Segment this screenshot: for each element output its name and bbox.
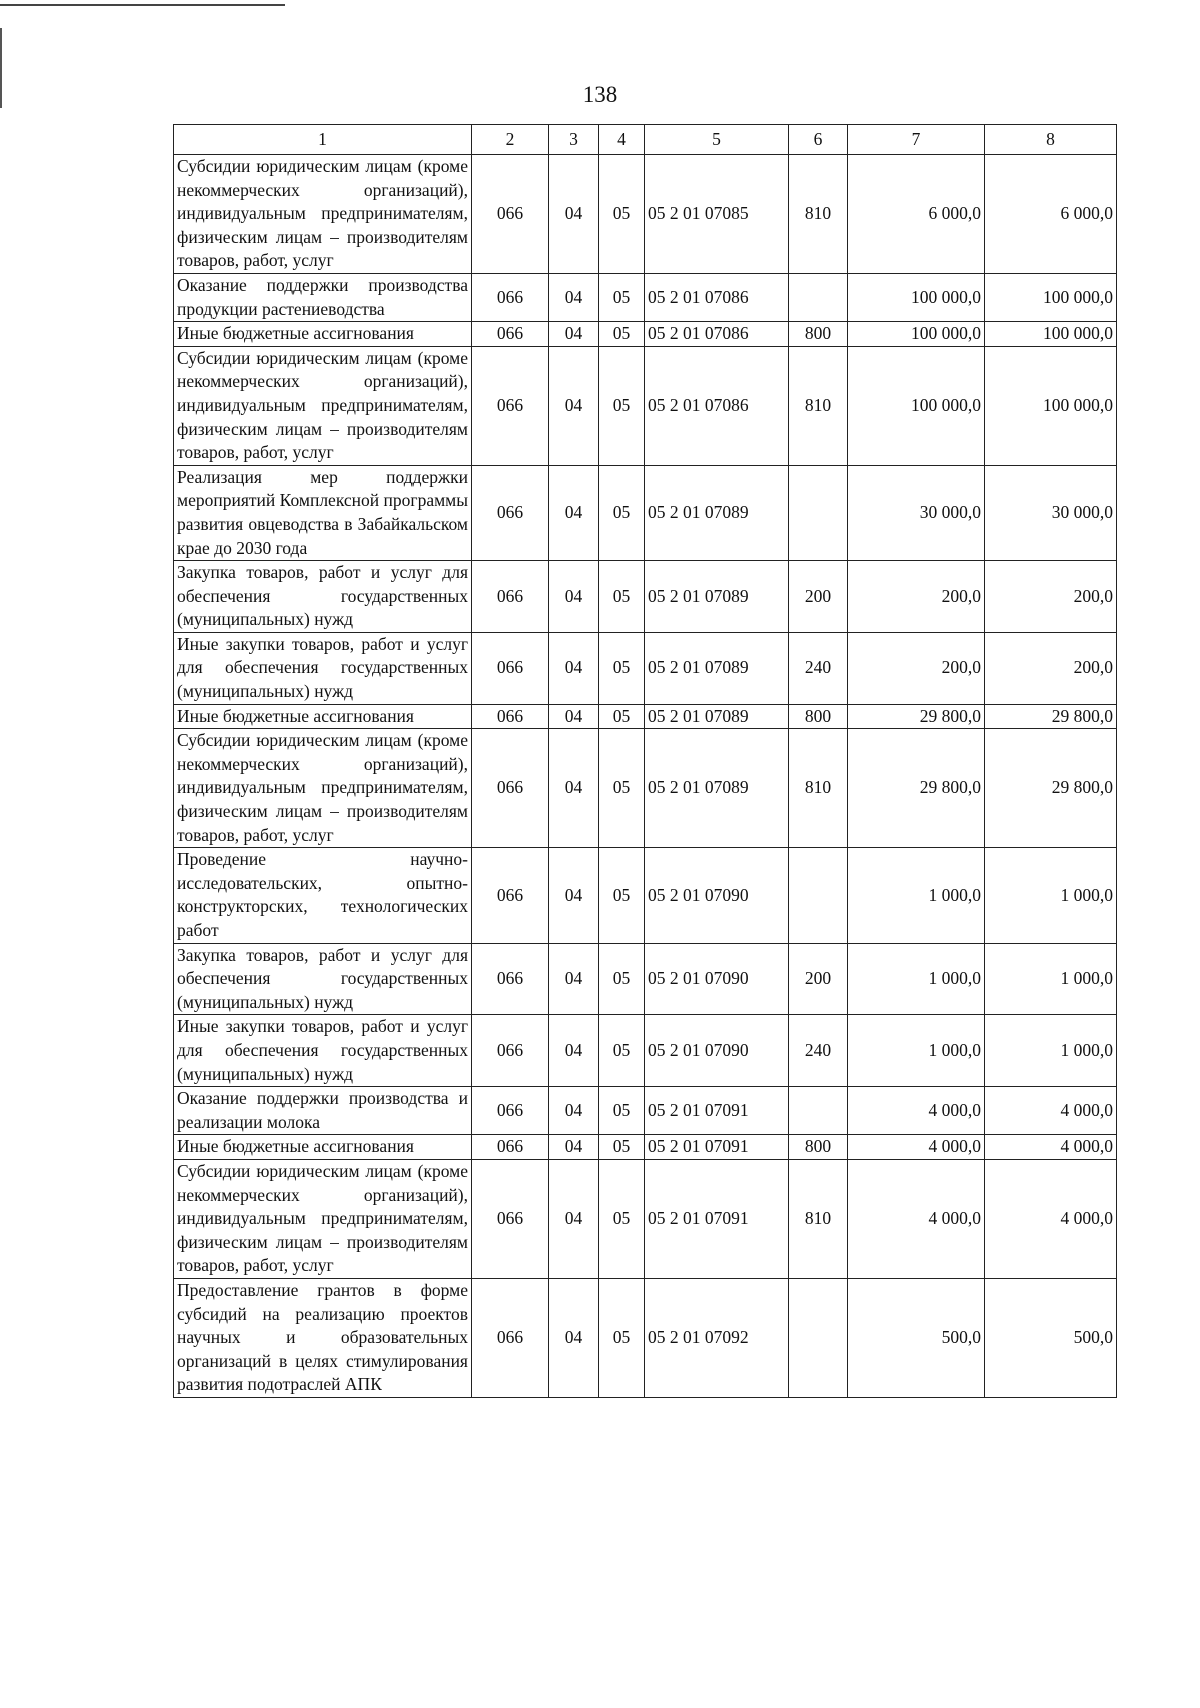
row-gr: 066: [472, 1135, 549, 1160]
row-rz: 04: [549, 465, 599, 560]
row-pr: 05: [599, 322, 645, 347]
row-sum-1: 100 000,0: [848, 273, 985, 321]
row-vr: [789, 273, 848, 321]
row-sum-2: 4 000,0: [985, 1087, 1117, 1135]
row-sum-2: 4 000,0: [985, 1135, 1117, 1160]
row-sum-1: 30 000,0: [848, 465, 985, 560]
row-vr: 810: [789, 155, 848, 274]
row-gr: 066: [472, 1087, 549, 1135]
table-row: [174, 273, 1117, 321]
row-vr: [789, 465, 848, 560]
row-rz: 04: [549, 1159, 599, 1278]
row-vr: 800: [789, 704, 848, 729]
row-rz: 04: [549, 943, 599, 1015]
row-sum-2: 100 000,0: [985, 346, 1117, 465]
row-vr: 800: [789, 1135, 848, 1160]
row-sum-1: 6 000,0: [848, 155, 985, 274]
row-csr: 05 2 01 07092: [645, 1278, 789, 1397]
row-name: Реализация мер поддержки мероприятий Комплексной программы развития овцеводства в Забайкальском крае до 2030 года: [174, 465, 472, 560]
row-name: Оказание поддержки производства и реализации молока: [174, 1087, 472, 1135]
row-csr: 05 2 01 07090: [645, 848, 789, 943]
row-sum-2: 6 000,0: [985, 155, 1117, 274]
row-csr: 05 2 01 07089: [645, 729, 789, 848]
header-col-3: 3: [549, 125, 599, 155]
row-name: Субсидии юридическим лицам (кроме некоммерческих организаций), индивидуальным предпринимателям, физическим лицам – производителям товаров, работ, услуг: [174, 346, 472, 465]
row-pr: 05: [599, 1015, 645, 1087]
row-pr: 05: [599, 273, 645, 321]
row-csr: 05 2 01 07089: [645, 704, 789, 729]
row-name: Иные закупки товаров, работ и услуг для обеспечения государственных (муниципальных) нужд: [174, 632, 472, 704]
row-csr: 05 2 01 07086: [645, 273, 789, 321]
row-sum-2: 100 000,0: [985, 273, 1117, 321]
row-vr: 810: [789, 729, 848, 848]
row-vr: [789, 1087, 848, 1135]
row-pr: 05: [599, 632, 645, 704]
row-sum-2: 200,0: [985, 561, 1117, 633]
row-sum-2: 100 000,0: [985, 322, 1117, 347]
row-rz: 04: [549, 1087, 599, 1135]
row-name: Иные бюджетные ассигнования: [174, 1135, 472, 1160]
table-row: [174, 561, 1117, 633]
row-gr: 066: [472, 561, 549, 633]
row-sum-1: 200,0: [848, 561, 985, 633]
row-gr: 066: [472, 1015, 549, 1087]
budget-table: [173, 124, 1117, 1398]
row-sum-2: 29 800,0: [985, 704, 1117, 729]
row-pr: 05: [599, 1135, 645, 1160]
row-csr: 05 2 01 07086: [645, 346, 789, 465]
scan-artifact-top: [0, 4, 285, 6]
table-row: [174, 704, 1117, 729]
row-rz: 04: [549, 273, 599, 321]
row-sum-1: 500,0: [848, 1278, 985, 1397]
header-row: [174, 125, 1117, 155]
row-sum-1: 1 000,0: [848, 943, 985, 1015]
row-gr: 066: [472, 704, 549, 729]
header-col-6: 6: [789, 125, 848, 155]
row-pr: 05: [599, 155, 645, 274]
row-vr: 240: [789, 632, 848, 704]
row-name: Иные бюджетные ассигнования: [174, 322, 472, 347]
row-sum-1: 100 000,0: [848, 322, 985, 347]
row-pr: 05: [599, 1278, 645, 1397]
row-vr: 810: [789, 346, 848, 465]
table-row: [174, 1159, 1117, 1278]
row-gr: 066: [472, 1278, 549, 1397]
row-sum-1: 1 000,0: [848, 848, 985, 943]
row-name: Закупка товаров, работ и услуг для обеспечения государственных (муниципальных) нужд: [174, 943, 472, 1015]
page-number: 138: [582, 82, 618, 107]
row-gr: 066: [472, 943, 549, 1015]
row-gr: 066: [472, 848, 549, 943]
table-body: [174, 155, 1117, 1398]
row-sum-1: 100 000,0: [848, 346, 985, 465]
row-pr: 05: [599, 729, 645, 848]
row-name: Субсидии юридическим лицам (кроме некоммерческих организаций), индивидуальным предпринимателям, физическим лицам – производителям товаров, работ, услуг: [174, 155, 472, 274]
row-pr: 05: [599, 704, 645, 729]
row-gr: 066: [472, 322, 549, 347]
row-gr: 066: [472, 632, 549, 704]
row-name: Иные закупки товаров, работ и услуг для обеспечения государственных (муниципальных) нужд: [174, 1015, 472, 1087]
table-row: [174, 1135, 1117, 1160]
row-sum-1: 200,0: [848, 632, 985, 704]
row-csr: 05 2 01 07085: [645, 155, 789, 274]
row-sum-2: 1 000,0: [985, 943, 1117, 1015]
row-rz: 04: [549, 1015, 599, 1087]
row-rz: 04: [549, 155, 599, 274]
row-sum-2: 1 000,0: [985, 848, 1117, 943]
header-col-7: 7: [848, 125, 985, 155]
table-row: [174, 1087, 1117, 1135]
row-pr: 05: [599, 1087, 645, 1135]
row-csr: 05 2 01 07089: [645, 465, 789, 560]
row-csr: 05 2 01 07090: [645, 943, 789, 1015]
row-name: Оказание поддержки производства продукции растениеводства: [174, 273, 472, 321]
row-name: Иные бюджетные ассигнования: [174, 704, 472, 729]
row-sum-1: 29 800,0: [848, 729, 985, 848]
row-csr: 05 2 01 07089: [645, 632, 789, 704]
row-gr: 066: [472, 346, 549, 465]
table-row: [174, 1015, 1117, 1087]
row-sum-1: 4 000,0: [848, 1087, 985, 1135]
table-row: [174, 848, 1117, 943]
row-vr: 810: [789, 1159, 848, 1278]
row-sum-2: 1 000,0: [985, 1015, 1117, 1087]
row-vr: 200: [789, 561, 848, 633]
row-csr: 05 2 01 07086: [645, 322, 789, 347]
row-rz: 04: [549, 322, 599, 347]
row-sum-1: 1 000,0: [848, 1015, 985, 1087]
row-pr: 05: [599, 943, 645, 1015]
table-row: [174, 322, 1117, 347]
row-sum-1: 29 800,0: [848, 704, 985, 729]
row-sum-2: 4 000,0: [985, 1159, 1117, 1278]
row-rz: 04: [549, 729, 599, 848]
row-vr: 240: [789, 1015, 848, 1087]
row-vr: [789, 1278, 848, 1397]
header-col-4: 4: [599, 125, 645, 155]
row-pr: 05: [599, 465, 645, 560]
row-name: Проведение научно-исследовательских, опытно-конструкторских, технологических работ: [174, 848, 472, 943]
table-row: [174, 632, 1117, 704]
row-csr: 05 2 01 07091: [645, 1087, 789, 1135]
row-pr: 05: [599, 561, 645, 633]
row-name: Предоставление грантов в форме субсидий на реализацию проектов научных и образовательных организаций в целях стимулирования развития подотраслей АПК: [174, 1278, 472, 1397]
row-name: Субсидии юридическим лицам (кроме некоммерческих организаций), индивидуальным предпринимателям, физическим лицам – производителям товаров, работ, услуг: [174, 1159, 472, 1278]
row-name: Субсидии юридическим лицам (кроме некоммерческих организаций), индивидуальным предпринимателям, физическим лицам – производителям товаров, работ, услуг: [174, 729, 472, 848]
row-vr: 800: [789, 322, 848, 347]
header-col-2: 2: [472, 125, 549, 155]
row-sum-2: 29 800,0: [985, 729, 1117, 848]
row-vr: [789, 848, 848, 943]
row-sum-2: 30 000,0: [985, 465, 1117, 560]
row-csr: 05 2 01 07091: [645, 1159, 789, 1278]
table-row: [174, 1278, 1117, 1397]
header-col-8: 8: [985, 125, 1117, 155]
row-rz: 04: [549, 561, 599, 633]
row-pr: 05: [599, 848, 645, 943]
row-rz: 04: [549, 1135, 599, 1160]
header-col-5: 5: [645, 125, 789, 155]
row-rz: 04: [549, 704, 599, 729]
row-sum-2: 500,0: [985, 1278, 1117, 1397]
table-row: [174, 729, 1117, 848]
row-csr: 05 2 01 07089: [645, 561, 789, 633]
row-gr: 066: [472, 155, 549, 274]
row-pr: 05: [599, 346, 645, 465]
row-gr: 066: [472, 465, 549, 560]
table-row: [174, 155, 1117, 274]
row-sum-2: 200,0: [985, 632, 1117, 704]
row-rz: 04: [549, 1278, 599, 1397]
row-gr: 066: [472, 273, 549, 321]
row-gr: 066: [472, 1159, 549, 1278]
row-csr: 05 2 01 07091: [645, 1135, 789, 1160]
row-vr: 200: [789, 943, 848, 1015]
row-name: Закупка товаров, работ и услуг для обеспечения государственных (муниципальных) нужд: [174, 561, 472, 633]
table-row: [174, 346, 1117, 465]
table-row: [174, 943, 1117, 1015]
row-gr: 066: [472, 729, 549, 848]
row-csr: 05 2 01 07090: [645, 1015, 789, 1087]
header-col-1: 1: [174, 125, 472, 155]
table-row: [174, 465, 1117, 560]
row-pr: 05: [599, 1159, 645, 1278]
row-rz: 04: [549, 346, 599, 465]
row-rz: 04: [549, 848, 599, 943]
row-rz: 04: [549, 632, 599, 704]
row-sum-1: 4 000,0: [848, 1135, 985, 1160]
row-sum-1: 4 000,0: [848, 1159, 985, 1278]
